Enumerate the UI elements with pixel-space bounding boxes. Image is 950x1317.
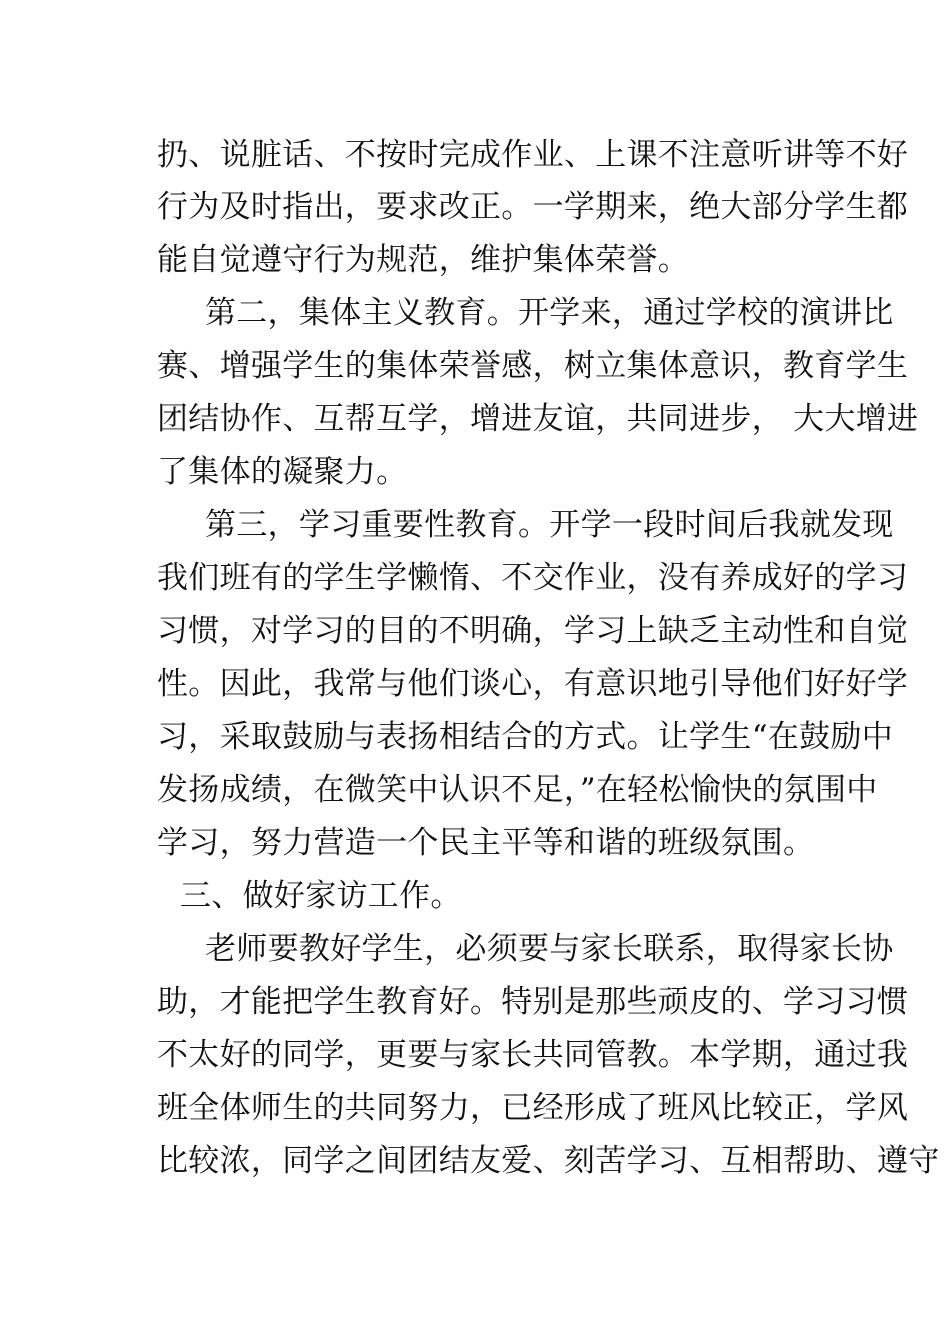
text-line-11: 性。因此，我常与他们谈心，有意识地引导他们好好学 [157,666,909,702]
text-line-8: 第三，学习重要性教育。开学一段时间后我就发现 [205,507,894,543]
text-line-20: 比较浓，同学之间团结友爱、刻苦学习、互相帮助、遵守 [157,1143,940,1179]
text-line-4: 第二，集体主义教育。开学来，通过学校的演讲比 [205,295,894,331]
text-line-12: 习，采取鼓励与表扬相结合的方式。让学生“在鼓励中 [157,719,894,755]
section-heading: 三、做好家访工作。 [180,878,462,914]
text-line-3: 能自觉遵守行为规范，维护集体荣誉。 [157,242,690,278]
text-line-1: 扔、说脏话、不按时完成作业、上课不注意听讲等不好 [157,137,909,173]
text-line-9: 我们班有的学生学懒惰、不交作业，没有养成好的学习 [157,560,909,596]
text-line-18: 不太好的同学，更要与家长共同管教。本学期，通过我 [157,1037,909,1073]
text-line-6: 团结协作、互帮互学，增进友谊，共同进步， 大大增进 [157,401,919,437]
text-line-13: 发扬成绩，在微笑中认识不足，”在轻松愉快的氛围中 [157,772,878,808]
text-line-17: 助，才能把学生教育好。特别是那些顽皮的、学习习惯 [157,984,909,1020]
text-line-7: 了集体的凝聚力。 [157,454,408,490]
text-line-2: 行为及时指出，要求改正。一学期来，绝大部分学生都 [157,189,909,225]
text-line-10: 习惯，对学习的目的不明确，学习上缺乏主动性和自觉 [157,613,909,649]
text-line-5: 赛、增强学生的集体荣誉感，树立集体意识，教育学生 [157,348,909,384]
text-line-14: 学习，努力营造一个民主平等和谐的班级氛围。 [157,825,815,861]
text-line-16: 老师要教好学生，必须要与家长联系，取得家长协 [205,931,894,967]
text-line-19: 班全体师生的共同努力，已经形成了班风比较正，学风 [157,1090,909,1126]
